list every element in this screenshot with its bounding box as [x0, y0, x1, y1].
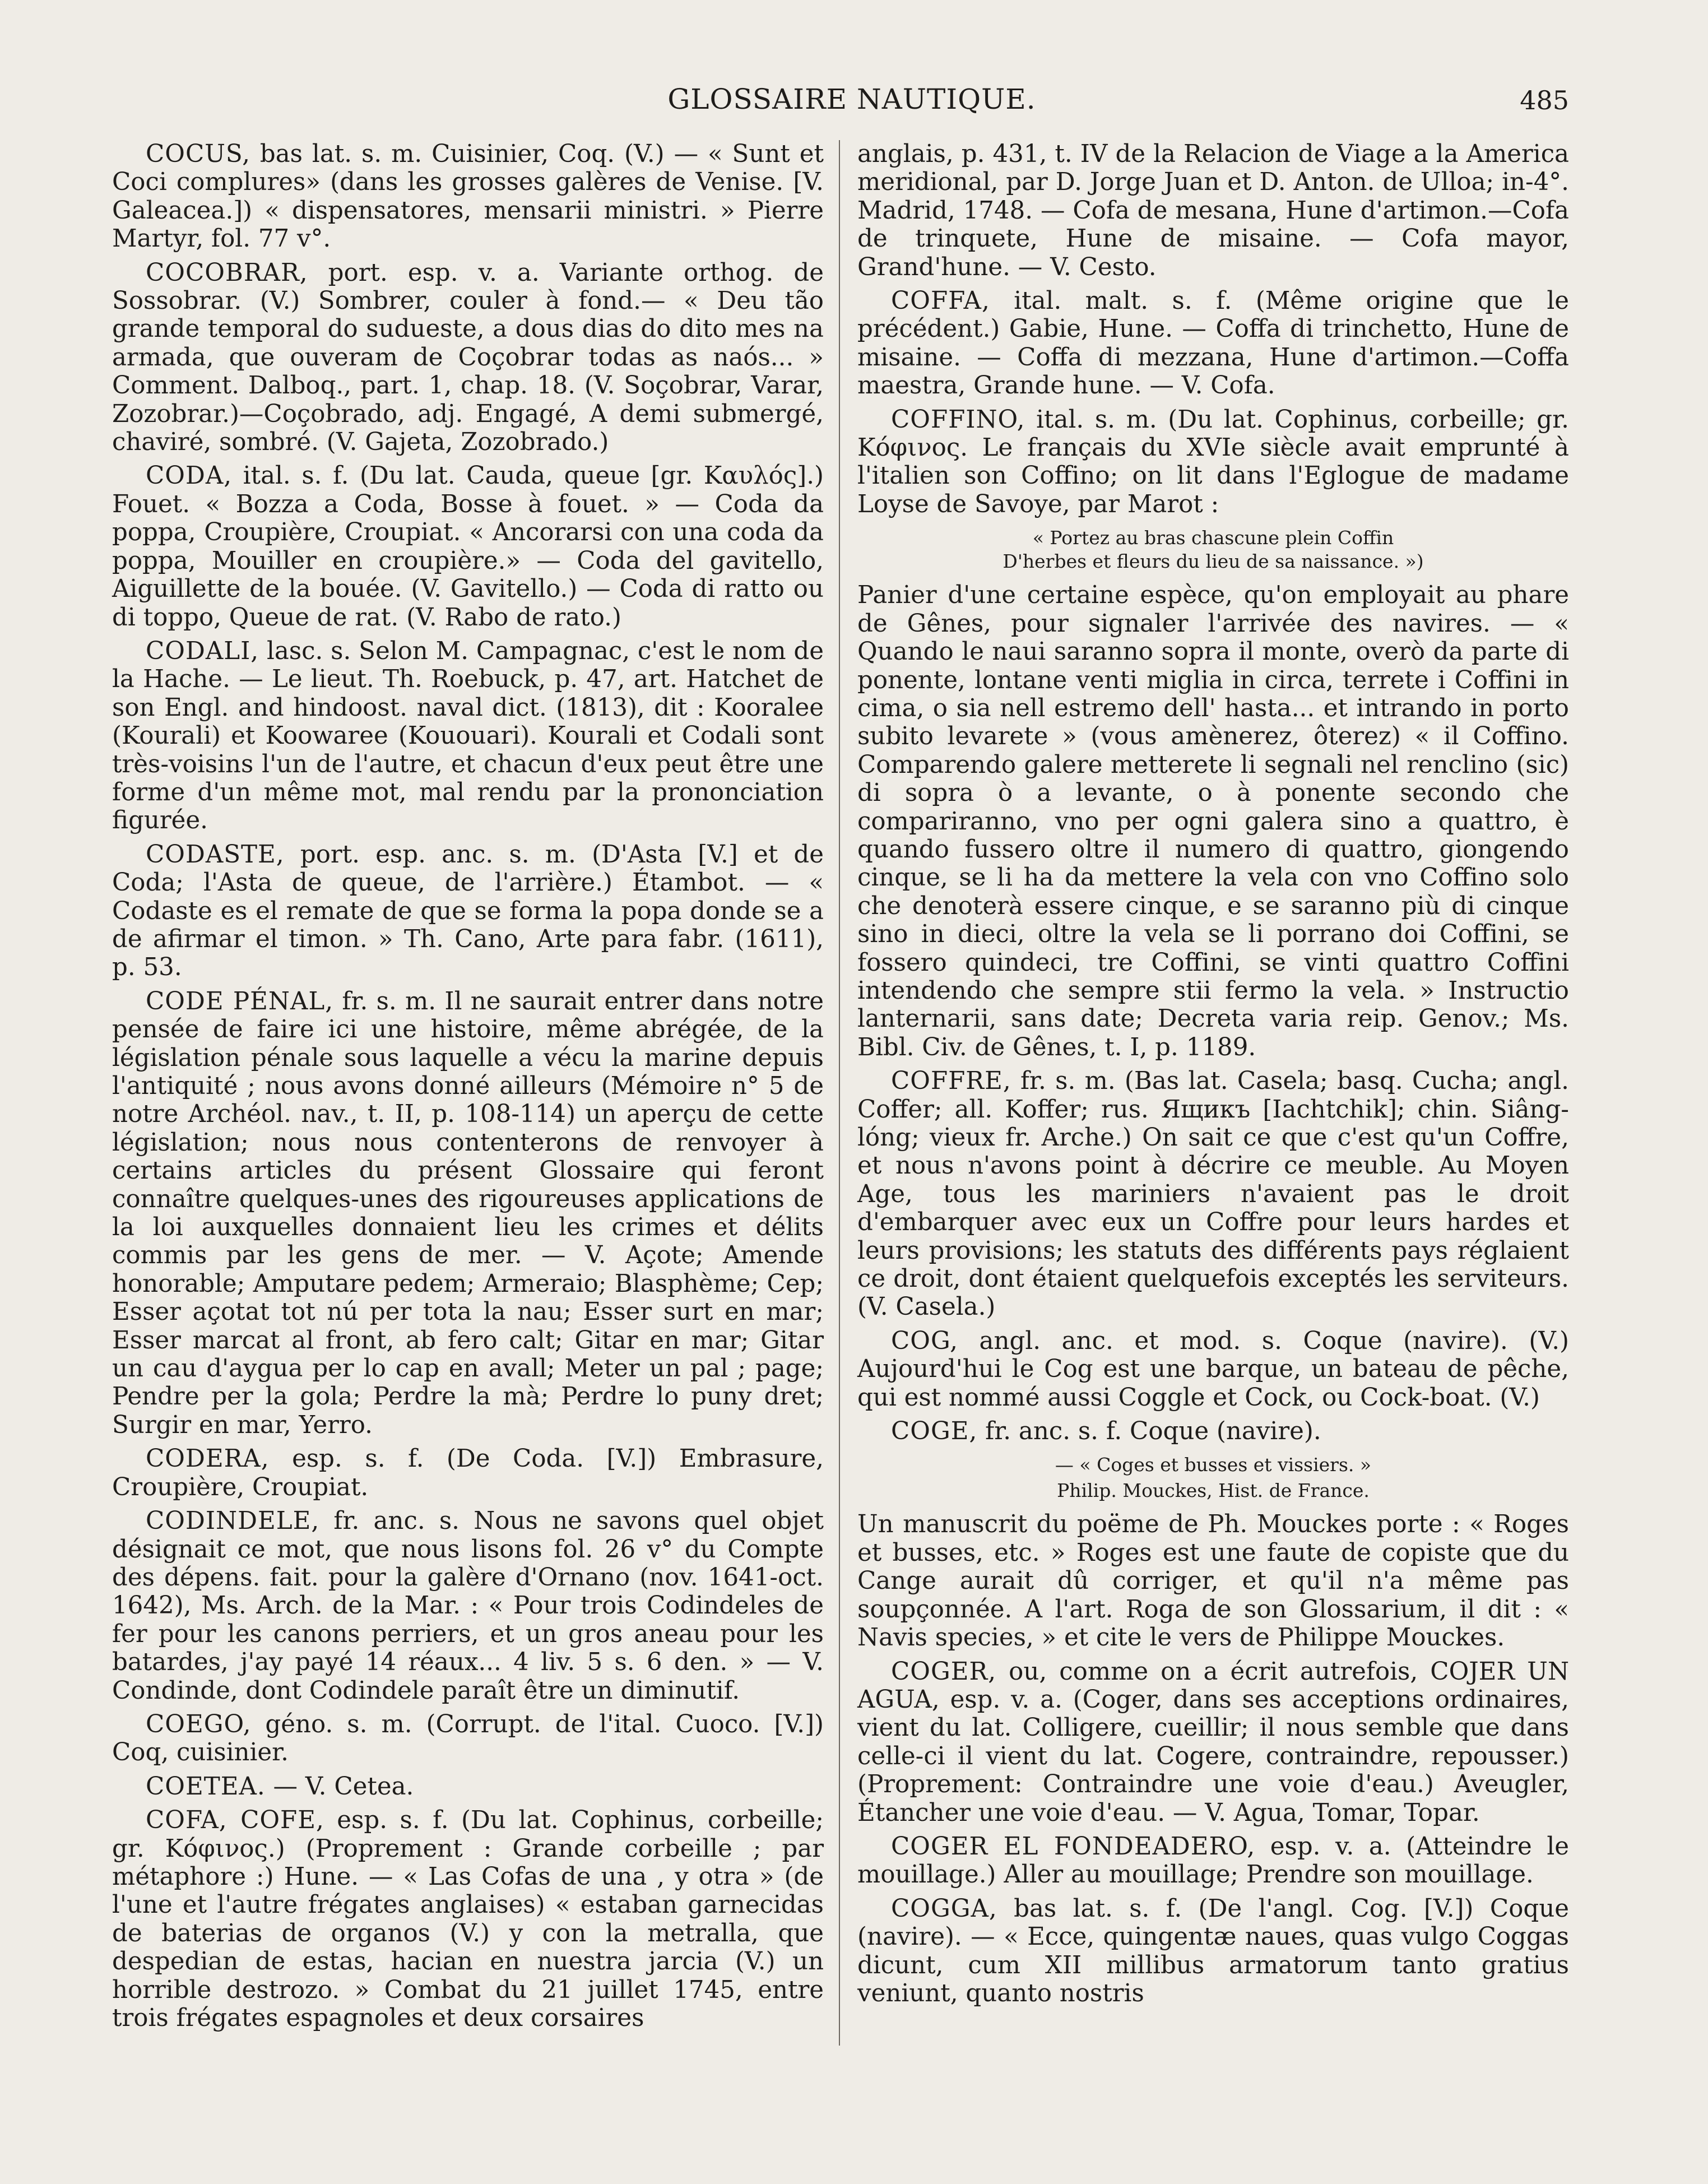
entry-text: esp. s. f. (Du lat. Cophinus, corbeille; gr. Κόφινος.) (Proprement : Grande corbeille ; par métaphore :) Hune. — « Las Cofas de una , y otra » (de l'une et l'autre frégates anglaises) « estaban garnecidas de baterias de organos (V.) y con la metralla, que despedian de estas, hacian en nuestra jarcia (V.) un horrible destrozo. » Combat du 21 juillet 1745, entre trois frégates espagnoles et deux corsaires — [112, 1806, 824, 2032]
entry-coetea — [112, 1773, 824, 1801]
headword: COGE, — [891, 1417, 978, 1446]
verse-line: D'herbes et fleurs du lieu de sa naissance. ») — [1002, 550, 1424, 573]
verse-line: — « Coges et busses et vissiers. » — [1055, 1454, 1372, 1476]
entry-cocobrar — [112, 259, 824, 457]
entry-text: géno. s. m. (Corrupt. de l'ital. Cuoco. [V.]) Coq, cuisinier. — [112, 1710, 824, 1767]
page-title: GLOSSAIRE NAUTIQUE. — [667, 83, 1036, 115]
entry-text: — V. Cetea. — [273, 1772, 414, 1801]
headword: CODA, — [146, 462, 233, 490]
entry-cog — [857, 1327, 1569, 1412]
entry-coger-el-fondeadero — [857, 1833, 1569, 1889]
entry-codaste — [112, 841, 824, 982]
entry-text: esp. v. a. (Atteindre le mouillage.) Aller au mouillage; Prendre son mouillage. — [857, 1832, 1569, 1889]
headword: COFA, COFE, — [146, 1806, 324, 1835]
entry-cofa — [112, 1806, 824, 2032]
headword: CODASTE, — [146, 840, 285, 869]
entry-coffino — [857, 406, 1569, 519]
entry-cofa-continued: anglais, p. 431, t. IV de la Relacion de Viage a la America meridional, par D. Jorge Juan et D. Anton. de Ulloa; in-4°. Madrid, 1748. — Cofa de mesana, Hune d'artimon.—Cofa de trinquete, Hune de misaine. — Cofa mayor, Grand'hune. — V. Cesto. — [857, 140, 1569, 281]
entry-text: port. esp. anc. s. m. (D'Asta [V.] et de Coda; l'Asta de queue, de l'arrière.) Étambot. — « Codaste es el remate de que se forma la popa donde se a de afirmar el timon. » Th. Cano, Arte para fabr. (1611), p. 53. — [112, 840, 824, 982]
entry-codera — [112, 1445, 824, 1501]
headword: COETEA. — [146, 1772, 266, 1801]
entry-coge — [857, 1417, 1569, 1445]
entry-coffino-continued: Panier d'une certaine espèce, qu'on employait au phare de Gênes, pour signaler l'arrivée des navires. — « Quando le naui saranno sopra il monte, overò da parte di ponente, lontane venti miglia in circa, terrete i Coffini in cima, o sia nell estremo dell' hasta... et intrando in porto subito levarete » (vous amènerez, ôterez) « il Coffino. Comparendo galere metterete li segnali nel renclino (sic) di sopra ò a levante, o à ponente secondo che compariranno, vno per ogni galera sino a quattro, è quando fussero oltre il numero di quattro, giongendo cinque, se li ha da mettere la vela con vno Coffino solo che denoterà essere cinque, e se saranno più di cinque sino in dieci, oltre la vela se li porrano doi Coffini, se fossero quindeci, tre Coffini, se vinti quattro Coffini intendendo che sempre stii fermo la vela. » Instructio lanternarii, sans date; Decreta varia reip. Genov.; Ms. Bibl. Civ. de Gênes, t. I, p. 1189. — [857, 581, 1569, 1061]
page-header — [134, 83, 1569, 128]
left-column — [112, 140, 824, 2038]
entry-codali — [112, 637, 824, 835]
headword: CODALI, — [146, 637, 259, 665]
headword: COGGA, — [891, 1894, 997, 1923]
entry-text: lasc. s. Selon M. Campagnac, c'est le nom de la Hache. — Le lieut. Th. Roebuck, p. 47, art. Hatchet de son Engl. and hindoost. naval dict. (1813), dit : Kooralee (Kourali) et Koowaree (Kououari). Kourali et Codali sont très-voisins l'un de l'autre, et chacun d'eux peut être une forme d'un même mot, mal rendu par la prononciation figurée. — [112, 637, 824, 835]
headword: COCOBRAR, — [146, 258, 308, 287]
entry-text: ital. s. f. (Du lat. Cauda, queue [gr. Καυλός].) Fouet. « Bozza a Coda, Bosse à fouet. » — Coda da poppa, Croupière, Croupiat. « Ancorarsi con una coda da poppa, Mouiller en croupière.» — Coda del gavitello, Aiguillette de la bouée. (V. Gavitello.) — Coda di ratto ou di toppo, Queue de rat. (V. Rabo de rato.) — [112, 462, 824, 632]
entry-codindele — [112, 1507, 824, 1705]
entry-code-penal — [112, 987, 824, 1440]
column-divider — [839, 140, 840, 2046]
headword: COFFINO, — [891, 405, 1025, 434]
entry-coffre — [857, 1067, 1569, 1321]
entry-text: fr. anc. s. f. Coque (navire). — [985, 1417, 1321, 1446]
entry-coge-continued: Un manuscrit du poëme de Ph. Mouckes porte : « Roges et busses, etc. » Roges est une faute de copiste que du Cange aurait dû corriger, et qu'il n'a même pas soupçonnée. A l'art. Roga de son Glossarium, il dit : « Navis species, » et cite le vers de Philippe Mouckes. — [857, 1510, 1569, 1652]
entry-coffa — [857, 287, 1569, 400]
entry-text: esp. s. f. (De Coda. [V.]) Embrasure, Croupière, Croupiat. — [112, 1445, 824, 1501]
headword: COG, — [891, 1327, 958, 1355]
entry-text: ou, comme on a écrit autrefois, COJER UN AGUA, esp. v. a. (Coger, dans ses acceptions ordinaires, vient du lat. Colligere, cueillir; il nous semble que dans celle-ci il vient du lat. Cogere, contraindre, repousser.) (Proprement: Contraindre une voie d'eau.) Aveugler, Étancher une voie d'eau. — V. Agua, Tomar, Topar. — [857, 1657, 1570, 1827]
entry-cocus — [112, 140, 824, 253]
verse-line: « Portez au bras chascune plein Coffin — [1032, 527, 1394, 549]
entry-coda — [112, 462, 824, 631]
right-column — [857, 140, 1569, 2013]
entry-text: ital. s. m. (Du lat. Cophinus, corbeille; gr. Κόφινος. Le français du XVIe siècle avait emprunté à l'italien son Coffino; on lit dans l'Eglogue de madame Loyse de Savoye, par Marot : — [857, 405, 1569, 518]
headword: COFFRE, — [891, 1067, 1011, 1096]
page-number: 485 — [1520, 85, 1569, 115]
quote-source: Philip. Mouckes, Hist. de France. — [1057, 1480, 1370, 1502]
entry-cogga — [857, 1895, 1569, 2008]
entry-text: fr. s. m. (Bas lat. Casela; basq. Cucha; angl. Coffer; all. Koffer; rus. Ящикъ [Iachtchik]; chin. Siâng-lóng; vieux fr. Arche.) On sait ce que c'est qu'un Coffre, et nous n'avons point à décrire ce meuble. Au Moyen Age, tous les mariniers n'avaient pas le droit d'embarquer avec eux un Coffre pour leurs hardes et leurs provisions; les statuts des différents pays réglaient ce droit, dont étaient quelquefois exceptés les serviteurs. (V. Casela.) — [857, 1067, 1569, 1321]
entry-text: ital. malt. s. f. (Même origine que le précédent.) Gabie, Hune. — Coffa di trinchetto, Hune de misaine. — Coffa di mezzana, Hune d'artimon.—Coffa maestra, Grande hune. — V. Cofa. — [857, 287, 1570, 400]
entry-text: port. esp. v. a. Variante orthog. de Sossobrar. (V.) Sombrer, couler à fond.— « Deu tão grande temporal do sudueste, a dous dias do dito mes na armada, que ouveram de Coçobrar todas as naós... » Comment. Dalboq., part. 1, chap. 18. (V. Soçobrar, Varar, Zozobrar.)—Coçobrado, adj. Engagé, A demi submergé, chaviré, sombré. (V. Gajeta, Zozobrado.) — [112, 258, 824, 457]
headword: CODERA, — [146, 1445, 270, 1473]
headword: COGER, — [891, 1657, 997, 1686]
entry-text: fr. s. m. Il ne saurait entrer dans notre pensée de faire ici une histoire, même abrégée, de la législation pénale sous laquelle a vécu la marine depuis l'antiquité ; nous avons donné ailleurs (Mémoire n° 5 de notre Archéol. nav., t. II, p. 108-114) un aperçu de cette législation; nous nous contenterons de renvoyer à certains articles du présent Glossaire qui feront connaître quelques-unes des rigoureuses applications de la loi auxquelles donnaient lieu les crimes et délits commis par les gens de mer. — V. Açote; Amende honorable; Amputare pedem; Armeraio; Blasphème; Cep; Esser açotat tot nú per tota la nau; Esser surt en mar; Esser marcat al front, ab fero calt; Gitar en mar; Gitar un cau d'aygua per lo cap en avall; Meter un pal ; page; Pendre per la gola; Perdre la mà; Perdre lo puny dret; Surgir en mar, Yerro. — [112, 987, 824, 1439]
entry-text: angl. anc. et mod. s. Coque (navire). (V.) Aujourd'hui le Cog est une barque, un bateau de pêche, qui est nommé aussi Coggle et Cock, ou Cock-boat. (V.) — [857, 1327, 1570, 1412]
verse-quote-mouckes — [891, 1453, 1535, 1503]
headword: COEGO, — [146, 1710, 252, 1738]
headword: CODE PÉNAL, — [146, 987, 334, 1016]
headword: COFFA, — [891, 287, 990, 316]
headword: CODINDELE, — [146, 1507, 320, 1536]
entry-coego — [112, 1710, 824, 1767]
headword: COCUS, — [146, 140, 250, 168]
entry-text: fr. anc. s. Nous ne savons quel objet désignait ce mot, que nous lisons fol. 26 v° du Compte des dépens. fait. pour la galère d'Ornano (nov. 1641-oct. 1642), Ms. Arch. de la Mar. : « Pour trois Codindeles de fer pour les canons perriers, et un gros aneau pour les batardes, j'ay payé 14 réaux... 4 liv. 5 s. 6 den. » — V. Condinde, dont Codindele paraît être un diminutif. — [112, 1507, 824, 1705]
entry-text: bas lat. s. f. (De l'angl. Cog. [V.]) Coque (navire). — « Ecce, quingentæ naues, quas vulgo Coggas dicunt, cum XII millibus armatorum tanto gratius veniunt, quanto nostris — [857, 1894, 1569, 2007]
entry-text: bas lat. s. m. Cuisinier, Coq. (V.) — « Sunt et Coci complures» (dans les grosses galères de Venise. [V. Galeacea.]) « dispensatores, mensarii ministri. » Pierre Martyr, fol. 77 v°. — [112, 140, 824, 253]
verse-quote-marot — [891, 526, 1535, 573]
headword: COGER EL FONDEADERO, — [891, 1832, 1256, 1861]
entry-coger — [857, 1658, 1569, 1827]
